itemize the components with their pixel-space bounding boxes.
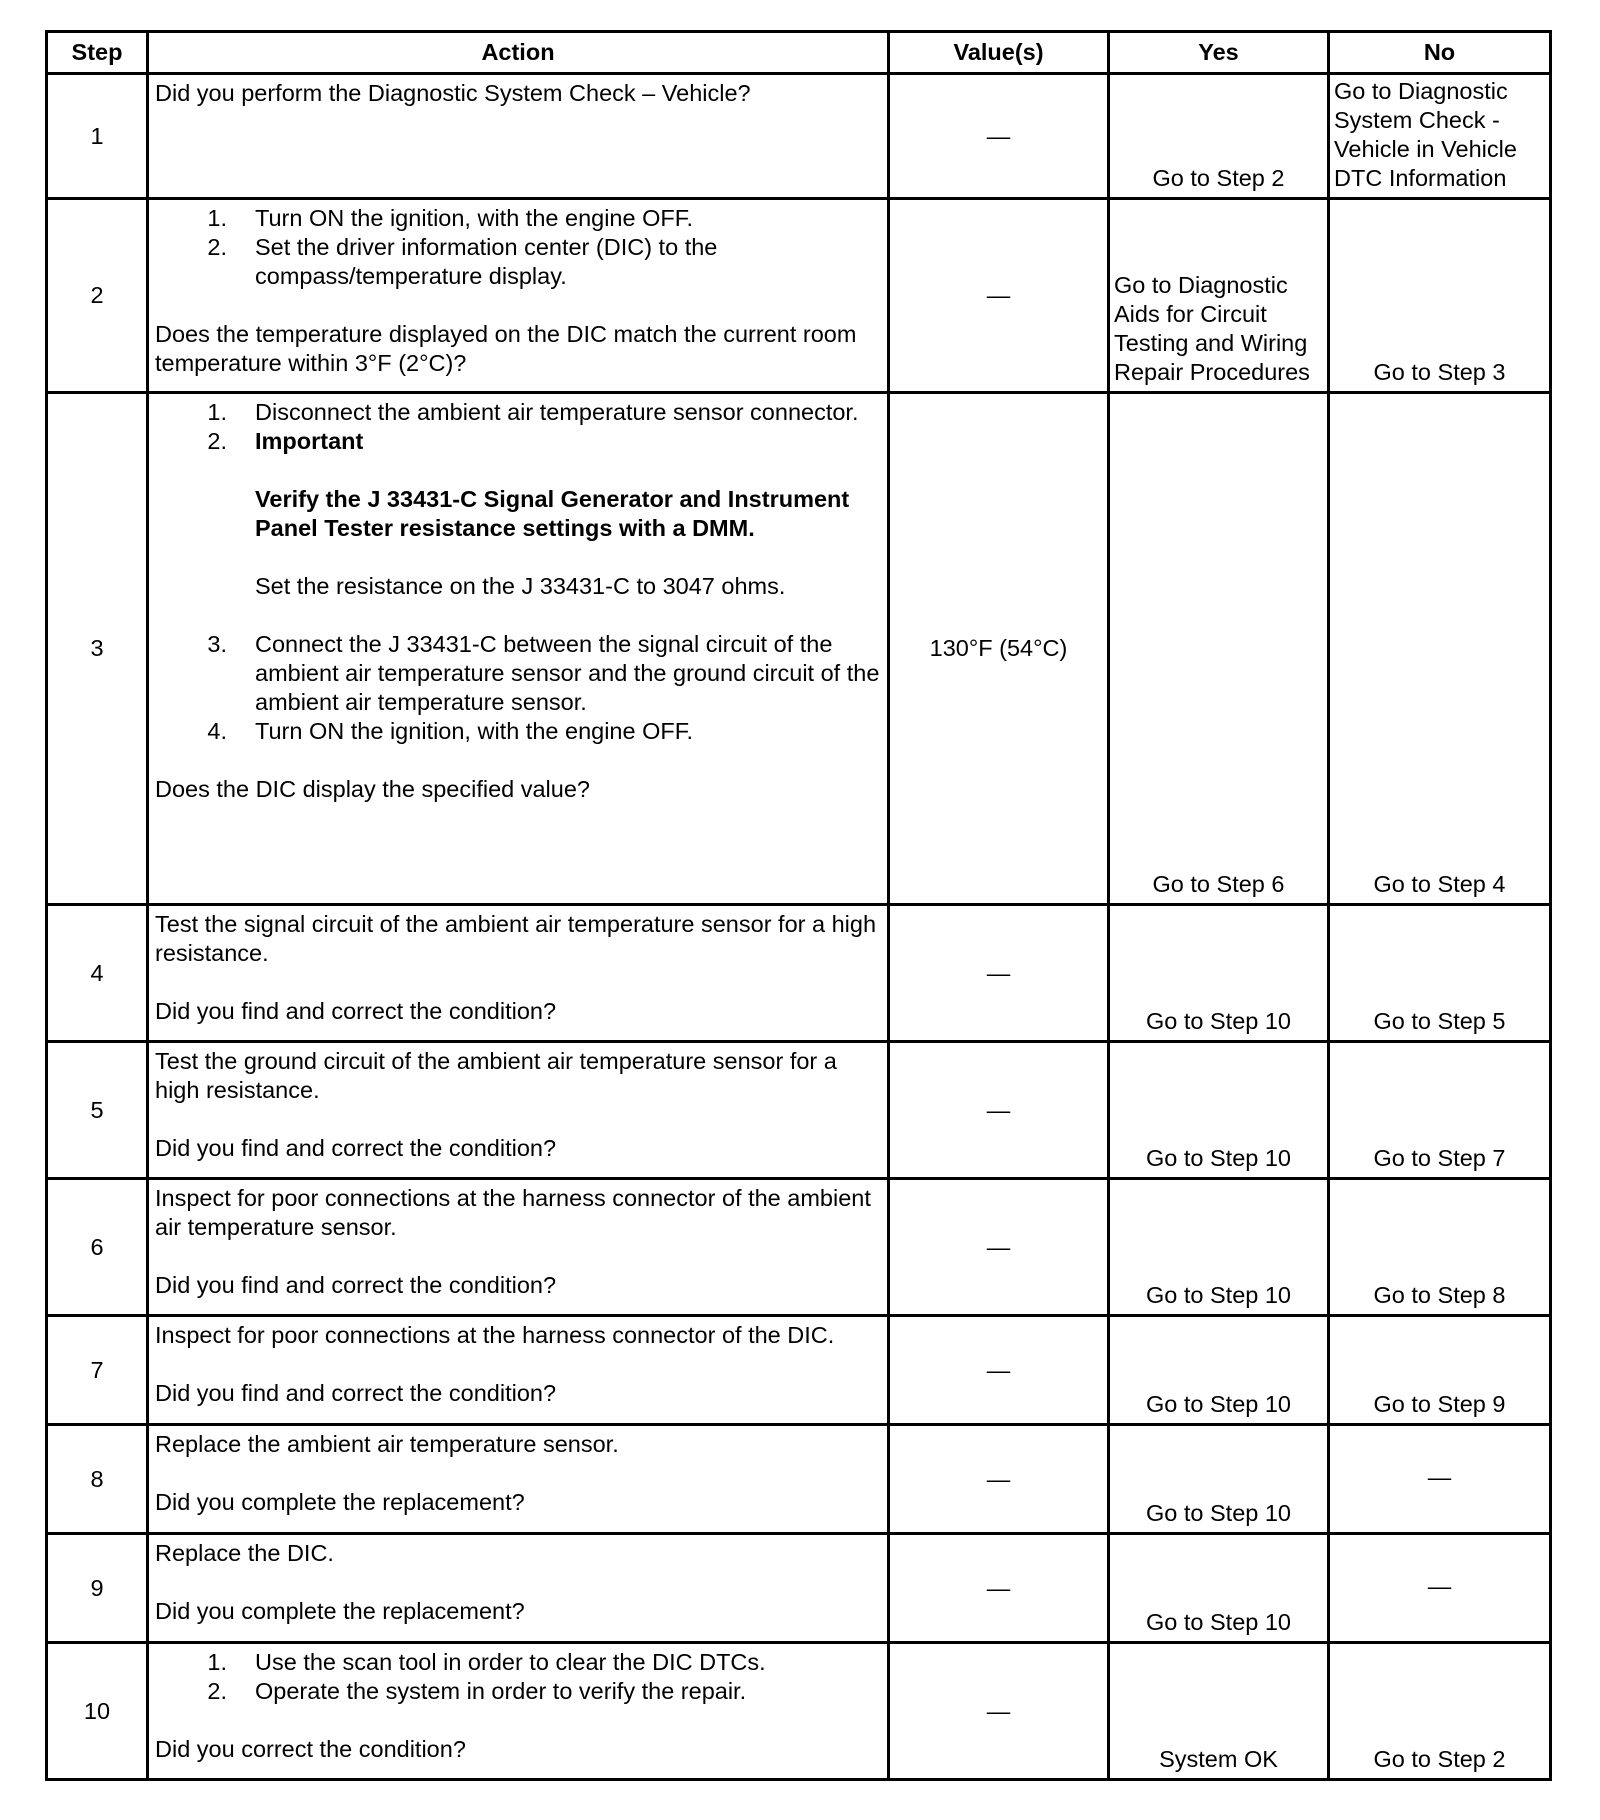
step-number: 9 — [47, 1534, 148, 1643]
action-cell — [148, 1042, 889, 1179]
list-item — [155, 398, 881, 427]
action-steps — [155, 398, 881, 746]
spacer — [155, 1459, 881, 1488]
value-cell: — — [889, 1316, 1109, 1425]
spacer — [255, 543, 881, 572]
action-cell — [148, 1643, 889, 1780]
list-number: 4. — [207, 718, 227, 744]
header-values: Value(s) — [889, 32, 1109, 74]
value-cell: — — [889, 1425, 1109, 1534]
step-number: 7 — [47, 1316, 148, 1425]
action-question: Did you find and correct the condition? — [155, 1380, 557, 1406]
list-text: Turn ON the ignition, with the engine OFF. — [255, 718, 694, 744]
list-text: Set the resistance on the J 33431-C to 3047 ohms. — [255, 573, 786, 599]
action-text: Replace the DIC. — [155, 1540, 334, 1566]
no-cell: Go to Diagnostic System Check - Vehicle in Vehicle DTC Information — [1329, 74, 1551, 199]
step-number: 8 — [47, 1425, 148, 1534]
table-row-step-9 — [47, 1534, 1551, 1643]
list-text: Set the driver information center (DIC) to the compass/temperature display. — [255, 234, 718, 289]
no-cell: Go to Step 7 — [1329, 1042, 1551, 1179]
action-cell — [148, 1534, 889, 1643]
action-question: Did you find and correct the condition? — [155, 1135, 557, 1161]
diagnostic-table — [45, 30, 1552, 1781]
list-text: Connect the J 33431-C between the signal circuit of the ambient air temperature sensor and the ground circuit of the ambient air temperature sensor. — [255, 631, 880, 715]
spacer — [155, 291, 881, 320]
action-steps — [155, 1648, 881, 1706]
table-row-step-3 — [47, 393, 1551, 905]
value-cell: — — [889, 1643, 1109, 1780]
diagnostic-table-container — [45, 30, 1552, 1781]
no-cell: Go to Step 4 — [1329, 393, 1551, 905]
list-number: 3. — [207, 631, 227, 657]
no-cell: Go to Step 8 — [1329, 1179, 1551, 1316]
header-yes: Yes — [1109, 32, 1329, 74]
yes-cell: Go to Step 10 — [1109, 905, 1329, 1042]
step-number: 4 — [47, 905, 148, 1042]
table-row-step-4 — [47, 905, 1551, 1042]
action-cell — [148, 1316, 889, 1425]
action-steps — [155, 204, 881, 291]
step-number: 5 — [47, 1042, 148, 1179]
list-number: 1. — [207, 1649, 227, 1675]
no-cell: Go to Step 3 — [1329, 199, 1551, 393]
action-cell — [148, 905, 889, 1042]
spacer — [155, 1242, 881, 1271]
action-cell — [148, 199, 889, 393]
action-text: Test the signal circuit of the ambient air temperature sensor for a high resistance. — [155, 911, 877, 966]
list-item — [155, 1677, 881, 1706]
table-row-step-10 — [47, 1643, 1551, 1780]
list-text: Use the scan tool in order to clear the DIC DTCs. — [255, 1649, 766, 1675]
yes-cell: Go to Step 10 — [1109, 1042, 1329, 1179]
list-number: 2. — [207, 234, 227, 260]
list-number: 1. — [207, 205, 227, 231]
spacer — [255, 456, 881, 485]
list-item — [155, 1648, 881, 1677]
list-text: Turn ON the ignition, with the engine OFF. — [255, 205, 694, 231]
yes-cell: Go to Step 6 — [1109, 393, 1329, 905]
action-cell — [148, 393, 889, 905]
step-number: 2 — [47, 199, 148, 393]
spacer — [155, 1105, 881, 1134]
spacer — [155, 1706, 881, 1735]
yes-cell: Go to Step 2 — [1109, 74, 1329, 199]
list-item — [155, 233, 881, 291]
list-number: 2. — [207, 1678, 227, 1704]
table-row-step-2 — [47, 199, 1551, 393]
action-question: Did you correct the condition? — [155, 1736, 466, 1762]
spacer — [255, 601, 881, 630]
action-text: Test the ground circuit of the ambient air temperature sensor for a high resistance. — [155, 1048, 837, 1103]
value-cell: — — [889, 1042, 1109, 1179]
action-cell — [148, 74, 889, 199]
yes-cell: Go to Step 10 — [1109, 1316, 1329, 1425]
yes-cell: Go to Step 10 — [1109, 1425, 1329, 1534]
yes-cell: Go to Diagnostic Aids for Circuit Testing and Wiring Repair Procedures — [1109, 199, 1329, 393]
table-row-step-6 — [47, 1179, 1551, 1316]
list-item — [155, 630, 881, 717]
list-number: 2. — [207, 428, 227, 454]
no-cell: Go to Step 2 — [1329, 1643, 1551, 1780]
table-row-step-7 — [47, 1316, 1551, 1425]
action-question: Does the DIC display the specified value? — [155, 776, 590, 802]
list-text: Operate the system in order to verify the repair. — [255, 1678, 747, 1704]
step-number: 6 — [47, 1179, 148, 1316]
action-question: Did you find and correct the condition? — [155, 1272, 557, 1298]
action-cell — [148, 1179, 889, 1316]
table-row-step-5 — [47, 1042, 1551, 1179]
yes-cell: System OK — [1109, 1643, 1329, 1780]
value-cell: — — [889, 1534, 1109, 1643]
spacer — [155, 746, 881, 775]
action-cell — [148, 1425, 889, 1534]
list-item — [155, 427, 881, 630]
action-text: Replace the ambient air temperature sensor. — [155, 1431, 619, 1457]
spacer — [155, 1350, 881, 1379]
value-cell: — — [889, 74, 1109, 199]
action-text: Inspect for poor connections at the harness connector of the ambient air temperature sensor. — [155, 1185, 871, 1240]
important-label: Important — [255, 428, 364, 454]
table-row-step-8 — [47, 1425, 1551, 1534]
action-text: Did you perform the Diagnostic System Check – Vehicle? — [155, 80, 751, 106]
value-cell: — — [889, 199, 1109, 393]
step-number: 1 — [47, 74, 148, 199]
spacer — [155, 1568, 881, 1597]
action-question: Did you complete the replacement? — [155, 1489, 525, 1515]
header-step: Step — [47, 32, 148, 74]
action-question: Did you complete the replacement? — [155, 1598, 525, 1624]
value-cell: — — [889, 905, 1109, 1042]
no-cell: — — [1329, 1534, 1551, 1643]
no-cell: Go to Step 9 — [1329, 1316, 1551, 1425]
table-row-step-1 — [47, 74, 1551, 199]
step-number: 3 — [47, 393, 148, 905]
list-item — [155, 204, 881, 233]
header-no: No — [1329, 32, 1551, 74]
action-text: Inspect for poor connections at the harness connector of the DIC. — [155, 1322, 835, 1348]
list-number: 1. — [207, 399, 227, 425]
step-number: 10 — [47, 1643, 148, 1780]
yes-cell: Go to Step 10 — [1109, 1179, 1329, 1316]
header-row — [47, 32, 1551, 74]
no-cell: — — [1329, 1425, 1551, 1534]
list-text: Disconnect the ambient air temperature sensor connector. — [255, 399, 859, 425]
important-note: Verify the J 33431-C Signal Generator and Instrument Panel Tester resistance settings with a DMM. — [255, 486, 850, 541]
value-cell: 130°F (54°C) — [889, 393, 1109, 905]
header-action: Action — [148, 32, 889, 74]
action-question: Does the temperature displayed on the DIC match the current room temperature within 3°F (2°C)? — [155, 321, 857, 376]
list-item — [155, 717, 881, 746]
no-cell: Go to Step 5 — [1329, 905, 1551, 1042]
yes-cell: Go to Step 10 — [1109, 1534, 1329, 1643]
spacer — [155, 968, 881, 997]
action-question: Did you find and correct the condition? — [155, 998, 557, 1024]
value-cell: — — [889, 1179, 1109, 1316]
